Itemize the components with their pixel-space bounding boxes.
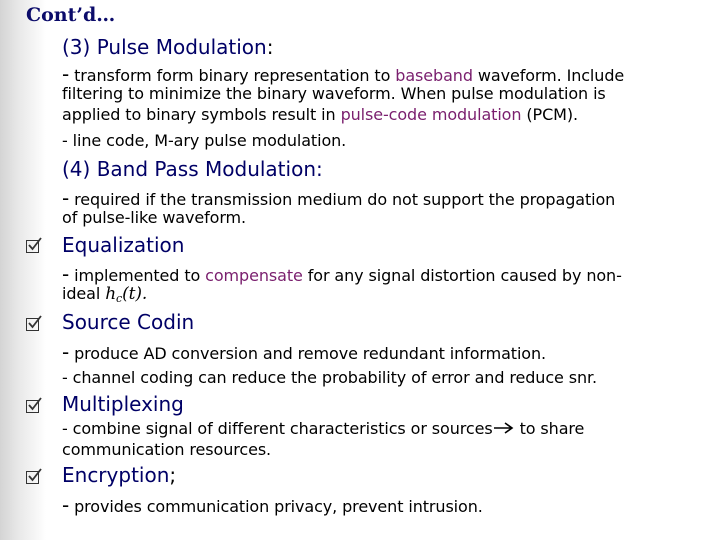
equalization-line-1 [62, 264, 622, 284]
encryption-line-1 [62, 495, 483, 515]
checkbox-checked-icon [26, 318, 39, 331]
source-coding-line-1 [62, 342, 546, 362]
dash: - [62, 493, 70, 517]
text-run: ideal [62, 284, 106, 303]
text-run: applied to binary symbols result in [62, 105, 341, 124]
band-pass-line-2: of pulse-like waveform. [62, 208, 247, 227]
text-run: provides communication privacy, prevent intrusion. [69, 497, 483, 516]
pulse-mod-line-4: - line code, M-ary pulse modulation. [62, 131, 347, 150]
dash: - [62, 186, 70, 210]
slide-title: Cont’d… [26, 4, 116, 26]
text-run: to share [514, 419, 585, 438]
band-pass-line-1 [62, 188, 615, 208]
pcm-term: pulse-code modulation [340, 105, 522, 124]
left-gradient-bar [0, 0, 46, 540]
text-run: (PCM). [521, 105, 578, 124]
text-run: produce AD conversion and remove redundant information. [69, 344, 547, 363]
multiplexing-line-2: communication resources. [62, 440, 272, 459]
pulse-mod-line-3 [62, 107, 578, 123]
pulse-mod-line-1 [62, 64, 624, 84]
baseband-term: baseband [395, 66, 473, 85]
multiplexing-line-1 [62, 421, 584, 437]
equalization-heading: Equalization [62, 233, 185, 257]
pulse-mod-line-2: filtering to minimize the binary waveform. When pulse modulation is [62, 84, 606, 103]
text-run: for any signal distortion caused by non- [302, 266, 622, 285]
checkbox-checked-icon [26, 471, 39, 484]
source-coding-line-2: - channel coding can reduce the probability of error and reduce snr. [62, 368, 598, 387]
dash: - [62, 340, 70, 364]
t-argument: (t). [122, 284, 148, 304]
text-run: required if the transmission medium do not support the propagation [69, 190, 616, 209]
checkbox-checked-icon [26, 400, 39, 413]
checkbox-checked-icon [26, 240, 39, 253]
heading-colon: : [266, 35, 274, 59]
c-subscript: c [116, 292, 123, 305]
text-run: implemented to [69, 266, 206, 285]
dash: - [62, 62, 70, 86]
source-coding-heading: Source Codin [62, 310, 195, 334]
multiplexing-heading: Multiplexing [62, 392, 184, 416]
text-run: transform form binary representation to [69, 66, 396, 85]
pulse-modulation-heading [62, 37, 273, 57]
text-run: - combine signal of different characteristics or sources [62, 419, 493, 438]
arrow-right-icon [493, 421, 515, 435]
compensate-term: compensate [205, 266, 303, 285]
dash: - [62, 262, 70, 286]
text-run: waveform. Include [472, 66, 625, 85]
equalization-line-2 [62, 286, 147, 304]
pulse-modulation-heading-text: (3) Pulse Modulation [62, 35, 267, 59]
encryption-heading-text: Encryption [62, 463, 170, 487]
heading-semicolon: ; [169, 463, 177, 487]
band-pass-heading: (4) Band Pass Modulation: [62, 157, 323, 181]
h-symbol: h [105, 284, 117, 304]
encryption-heading [62, 465, 176, 485]
